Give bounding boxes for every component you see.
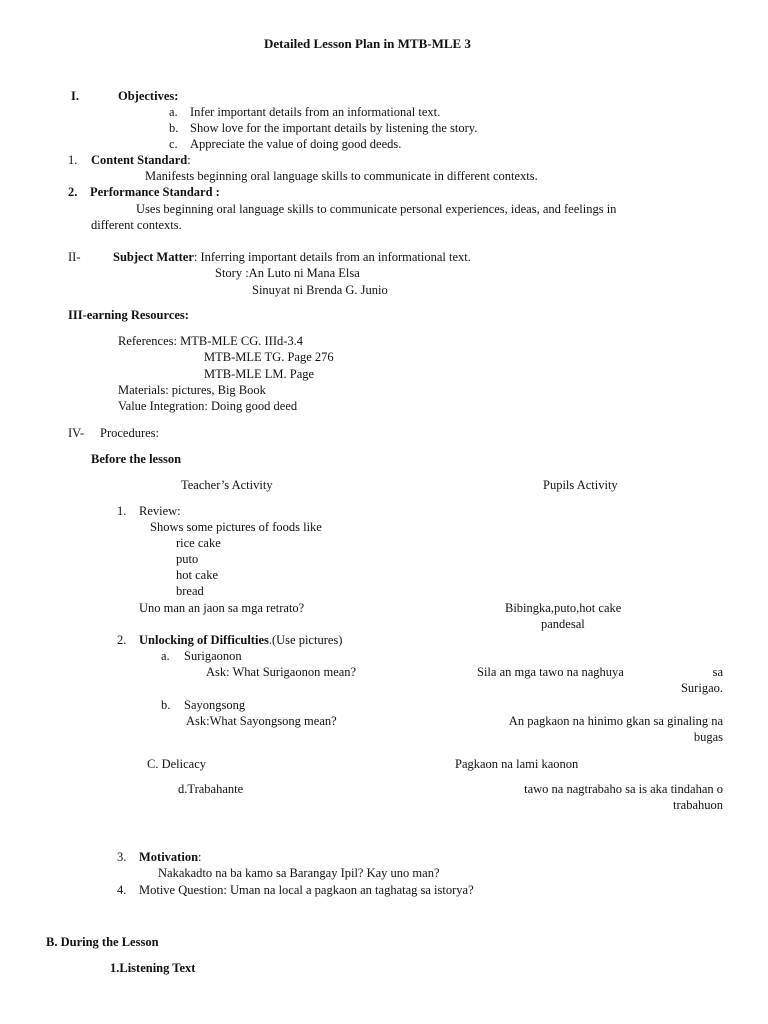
procedures-heading: Procedures: (100, 426, 160, 440)
unlocking-suffix: .(Use pictures) (268, 633, 343, 647)
vocab-letter: b. (161, 698, 171, 712)
review-answer-continued: pandesal (541, 617, 585, 631)
pupils-activity-column-header: Pupils Activity (543, 478, 618, 492)
performance-standard-text-continued: different contexts. (91, 218, 182, 232)
unlocking-label: Unlocking of Difficulties (139, 633, 269, 647)
procedures-number: IV- (68, 426, 85, 440)
content-standard-number: 1. (68, 153, 78, 167)
during-lesson-heading: B. During the Lesson (46, 935, 159, 949)
story-author: Sinuyat ni Brenda G. Junio (252, 283, 388, 297)
subject-matter-line (113, 250, 471, 264)
vocab-letter: a. (161, 649, 170, 663)
review-question: Uno man an jaon sa mga retrato? (139, 601, 305, 615)
vocab-answer: Sila an mga tawo na naghuya (477, 665, 624, 679)
review-label: Review: (139, 504, 181, 518)
objective-text: Show love for the important details by listening the story. (190, 121, 478, 135)
content-standard-label: Content Standard (91, 153, 188, 167)
motive-question-number: 4. (117, 883, 127, 897)
performance-standard-text: Uses beginning oral language skills to communicate personal experiences, ideas, and feelings in (136, 202, 617, 216)
review-number: 1. (117, 504, 127, 518)
vocab-word: Surigaonon (184, 649, 242, 663)
motivation-number: 3. (117, 850, 127, 864)
vocab-answer-continued: Surigao. (680, 681, 723, 695)
motivation-colon: : (198, 850, 202, 864)
objective-letter: b. (169, 121, 179, 135)
objectives-heading: Objectives: (118, 89, 179, 103)
content-standard-colon: : (187, 153, 191, 167)
value-integration: Value Integration: Doing good deed (118, 399, 298, 413)
story-title: Story :An Luto ni Mana Elsa (215, 266, 360, 280)
objective-text: Infer important details from an informational text. (190, 105, 441, 119)
vocab-answer: Pagkaon na lami kaonon (455, 757, 579, 771)
vocab-word: C. Delicacy (147, 757, 207, 771)
food-item: bread (176, 584, 204, 598)
vocab-word: Sayongsong (184, 698, 246, 712)
reference-cg: References: MTB-MLE CG. IIId-3.4 (118, 334, 304, 348)
performance-standard-number: 2. (68, 185, 78, 199)
vocab-answer: sa (712, 665, 723, 679)
vocab-answer-continued: bugas (693, 730, 723, 744)
subject-matter-text: : Inferring important details from an informational text. (193, 250, 471, 264)
vocab-question: Ask: What Surigaonon mean? (206, 665, 357, 679)
motive-question: Motive Question: Uman na local a pagkaon an taghatag sa istorya? (139, 883, 474, 897)
food-item: puto (176, 552, 199, 566)
vocab-answer-continued: trabahuon (673, 798, 723, 812)
content-standard-text: Manifests beginning oral language skills to communicate in different contexts. (145, 169, 538, 183)
materials: Materials: pictures, Big Book (118, 383, 266, 397)
food-item: rice cake (176, 536, 221, 550)
vocab-question: Ask:What Sayongsong mean? (186, 714, 337, 728)
motivation-question: Nakakadto na ba kamo sa Barangay Ipil? Kay uno man? (158, 866, 440, 880)
document-title: Detailed Lesson Plan in MTB-MLE 3 (264, 36, 471, 51)
subject-matter-number: II- (68, 250, 81, 264)
objectives-number: I. (71, 89, 79, 103)
objective-letter: a. (169, 105, 178, 119)
teacher-activity-column-header: Teacher’s Activity (181, 478, 273, 492)
motivation-heading (139, 850, 202, 864)
vocab-answer: An pagkaon na hinimo gkan sa ginaling na (508, 714, 723, 728)
learning-resources-heading: III-earning Resources: (68, 308, 189, 322)
review-instruction: Shows some pictures of foods like (150, 520, 322, 534)
content-standard-heading (91, 153, 191, 167)
subject-matter-heading: Subject Matter (113, 250, 194, 264)
objective-letter: c. (169, 137, 178, 151)
performance-standard-heading: Performance Standard : (90, 185, 220, 199)
reference-tg: MTB-MLE TG. Page 276 (204, 350, 334, 364)
unlocking-number: 2. (117, 633, 127, 647)
vocab-answer: tawo na nagtrabaho sa is aka tindahan o (524, 782, 723, 796)
before-lesson-heading: Before the lesson (91, 452, 182, 466)
vocab-word: d.Trabahante (178, 782, 244, 796)
reference-lm: MTB-MLE LM. Page (204, 367, 315, 381)
unlocking-heading (139, 633, 342, 647)
listening-text-heading: 1.Listening Text (110, 961, 196, 975)
motivation-label: Motivation (139, 850, 199, 864)
objective-text: Appreciate the value of doing good deeds. (190, 137, 402, 151)
food-item: hot cake (176, 568, 218, 582)
review-answer: Bibingka,puto,hot cake (505, 601, 622, 615)
